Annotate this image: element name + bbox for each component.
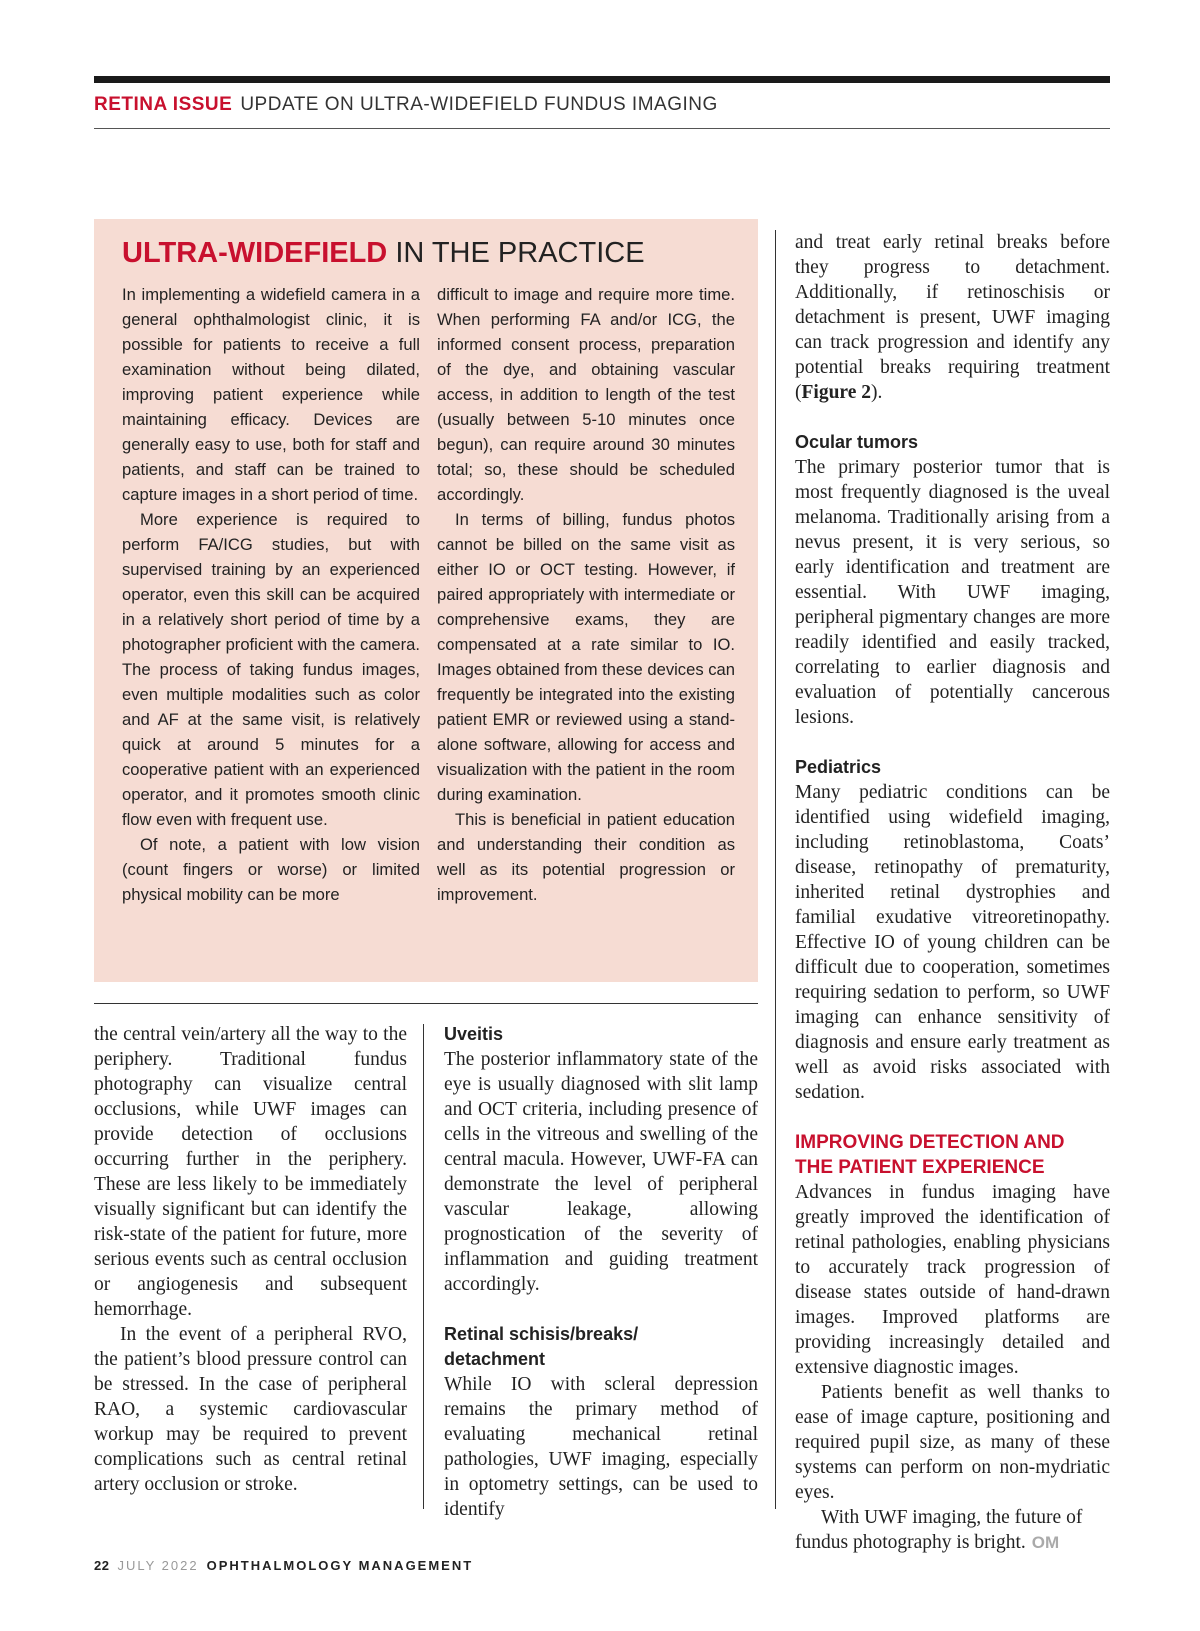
sidebar-paragraph: Of note, a patient with low vision (count fingers or worse) or limited physical mobility can be more	[122, 835, 420, 904]
page-footer	[94, 1558, 473, 1573]
publication-name: OPHTHALMOLOGY MANAGEMENT	[206, 1558, 474, 1573]
body-paragraph: With UWF imaging, the future of fundus photography is bright. OM	[795, 1507, 1083, 1553]
sidebar-column-2	[437, 282, 735, 907]
section-heading-improving: IMPROVING DETECTION AND THE PATIENT EXPERIENCE	[795, 1132, 1065, 1178]
sidebar-paragraph: difficult to image and require more time. When performing FA and/or ICG, the informed consent process, preparation of the dye, and obtaining vascular access, in addition to length of the test (usually between 5-10 minutes once begun), can require around 30 minutes total; so, these should be scheduled accordingly.	[437, 285, 735, 504]
header-rule	[94, 128, 1110, 129]
body-column-middle	[444, 1022, 758, 1522]
sidebar-paragraph: In terms of billing, fundus photos cannot be billed on the same visit as either IO or OCT testing. However, if paired appropriately with intermediate or comprehensive exams, they are compensated at a rate similar to IO. Images obtained from these devices can frequently be integrated into the existing patient EMR or reviewed using a stand-alone software, allowing for access and visualization with the patient in the room during examination.	[437, 510, 735, 804]
page-number: 22	[94, 1558, 110, 1573]
section-label: RETINA ISSUE	[94, 94, 233, 115]
sidebar-paragraph: This is beneficial in patient education and understanding their condition as well as its potential progression or improvement.	[437, 810, 735, 904]
body-paragraph: The posterior inflammatory state of the eye is usually diagnosed with slit lamp and OCT criteria, including presence of cells in the vitreous and swelling of the central macula. However, UWF-FA can demonstrate the level of peripheral vascular leakage, allowing prognostication of the severity of inflammation and guiding treatment accordingly.	[444, 1049, 758, 1295]
sidebar-title-rest: IN THE PRACTICE	[395, 237, 645, 269]
column-divider	[775, 230, 776, 1509]
sidebar-title	[122, 237, 645, 270]
subhead-ocular-tumors: Ocular tumors	[795, 432, 919, 452]
sidebar-column-1	[122, 282, 420, 907]
body-paragraph: In the event of a peripheral RVO, the patient’s blood pressure control can be stressed. In the case of peripheral RAO, a systemic cardiovascular workup may be required to prevent complications such as central retinal artery occlusion or stroke.	[94, 1324, 407, 1495]
end-mark: OM	[1031, 1533, 1060, 1552]
body-paragraph: Advances in fundus imaging have greatly improved the identification of retinal pathologies, enabling physicians to accurately track progression of disease states outside of hand-drawn images. Improved platforms are providing increasingly detailed and extensive diagnostic images.	[795, 1182, 1110, 1378]
subhead-pediatrics: Pediatrics	[795, 757, 882, 777]
sidebar-bottom-rule	[94, 1003, 758, 1004]
body-column-right	[795, 230, 1110, 1555]
body-paragraph: and treat early retinal breaks before they progress to detachment. Additionally, if retinoschisis or detachment is present, UWF imaging can track progression and identify any potential breaks requiring treatment (Figure 2).	[795, 232, 1110, 403]
body-paragraph: Many pediatric conditions can be identified using widefield imaging, including retinoblastoma, Coats’ disease, retinopathy of prematurity, inherited retinal dystrophies and familial exudative vitreoretinopathy. Effective IO of young children can be difficult due to cooperation, sometimes requiring sedation to perform, so UWF imaging can enhance sensitivity of diagnosis and ensure early treatment as well as avoid risks associated with sedation.	[795, 782, 1110, 1103]
body-paragraph: The primary posterior tumor that is most frequently diagnosed is the uveal melanoma. Traditionally arising from a nevus present, it is very serious, so early identification and treatment are essential. With UWF imaging, peripheral pigmentary changes are more readily identified and easily tracked, correlating to earlier diagnosis and evaluation of potentially cancerous lesions.	[795, 457, 1110, 728]
column-divider	[423, 1024, 424, 1509]
subhead-uveitis: Uveitis	[444, 1024, 504, 1044]
running-header	[94, 94, 1110, 116]
body-paragraph: While IO with scleral depression remains the primary method of evaluating mechanical retinal pathologies, UWF imaging, especially in optometry settings, can be used to identify	[444, 1374, 758, 1520]
issue-date: JULY 2022	[117, 1558, 199, 1573]
body-column-left	[94, 1022, 407, 1497]
sidebar-title-highlight: ULTRA-WIDEFIELD	[122, 237, 388, 269]
sidebar-box	[94, 219, 758, 982]
top-rule	[94, 76, 1110, 83]
subhead-retinal-schisis: Retinal schisis/breaks/ detachment	[444, 1324, 639, 1369]
body-paragraph: Patients benefit as well thanks to ease of image capture, positioning and required pupil size, as many of these systems can perform on non-mydriatic eyes.	[795, 1382, 1110, 1503]
sidebar-paragraph: More experience is required to perform FA/ICG studies, but with supervised training by an experienced operator, even this skill can be acquired in a relatively short period of time by a photographer proficient with the camera. The process of taking fundus images, even multiple modalities such as color and AF at the same visit, is relatively quick at around 5 minutes for a cooperative patient with an experienced operator, and it promotes smooth clinic flow even with frequent use.	[122, 510, 420, 829]
sidebar-paragraph: In implementing a widefield camera in a general ophthalmologist clinic, it is possible for patients to receive a full examination without being dilated, improving patient experience while maintaining efficacy. Devices are generally easy to use, both for staff and patients, and staff can be trained to capture images in a short period of time.	[122, 285, 420, 504]
figure-reference: Figure 2	[801, 382, 872, 403]
header-title: UPDATE ON ULTRA-WIDEFIELD FUNDUS IMAGING	[240, 94, 718, 115]
body-paragraph: the central vein/artery all the way to the periphery. Traditional fundus photography can visualize central occlusions, while UWF images can provide detection of occlusions occurring further in the periphery. These are less likely to be immediately visually significant but can identify the risk-state of the patient for future, more serious events such as central occlusion or angiogenesis and subsequent hemorrhage.	[94, 1024, 407, 1320]
